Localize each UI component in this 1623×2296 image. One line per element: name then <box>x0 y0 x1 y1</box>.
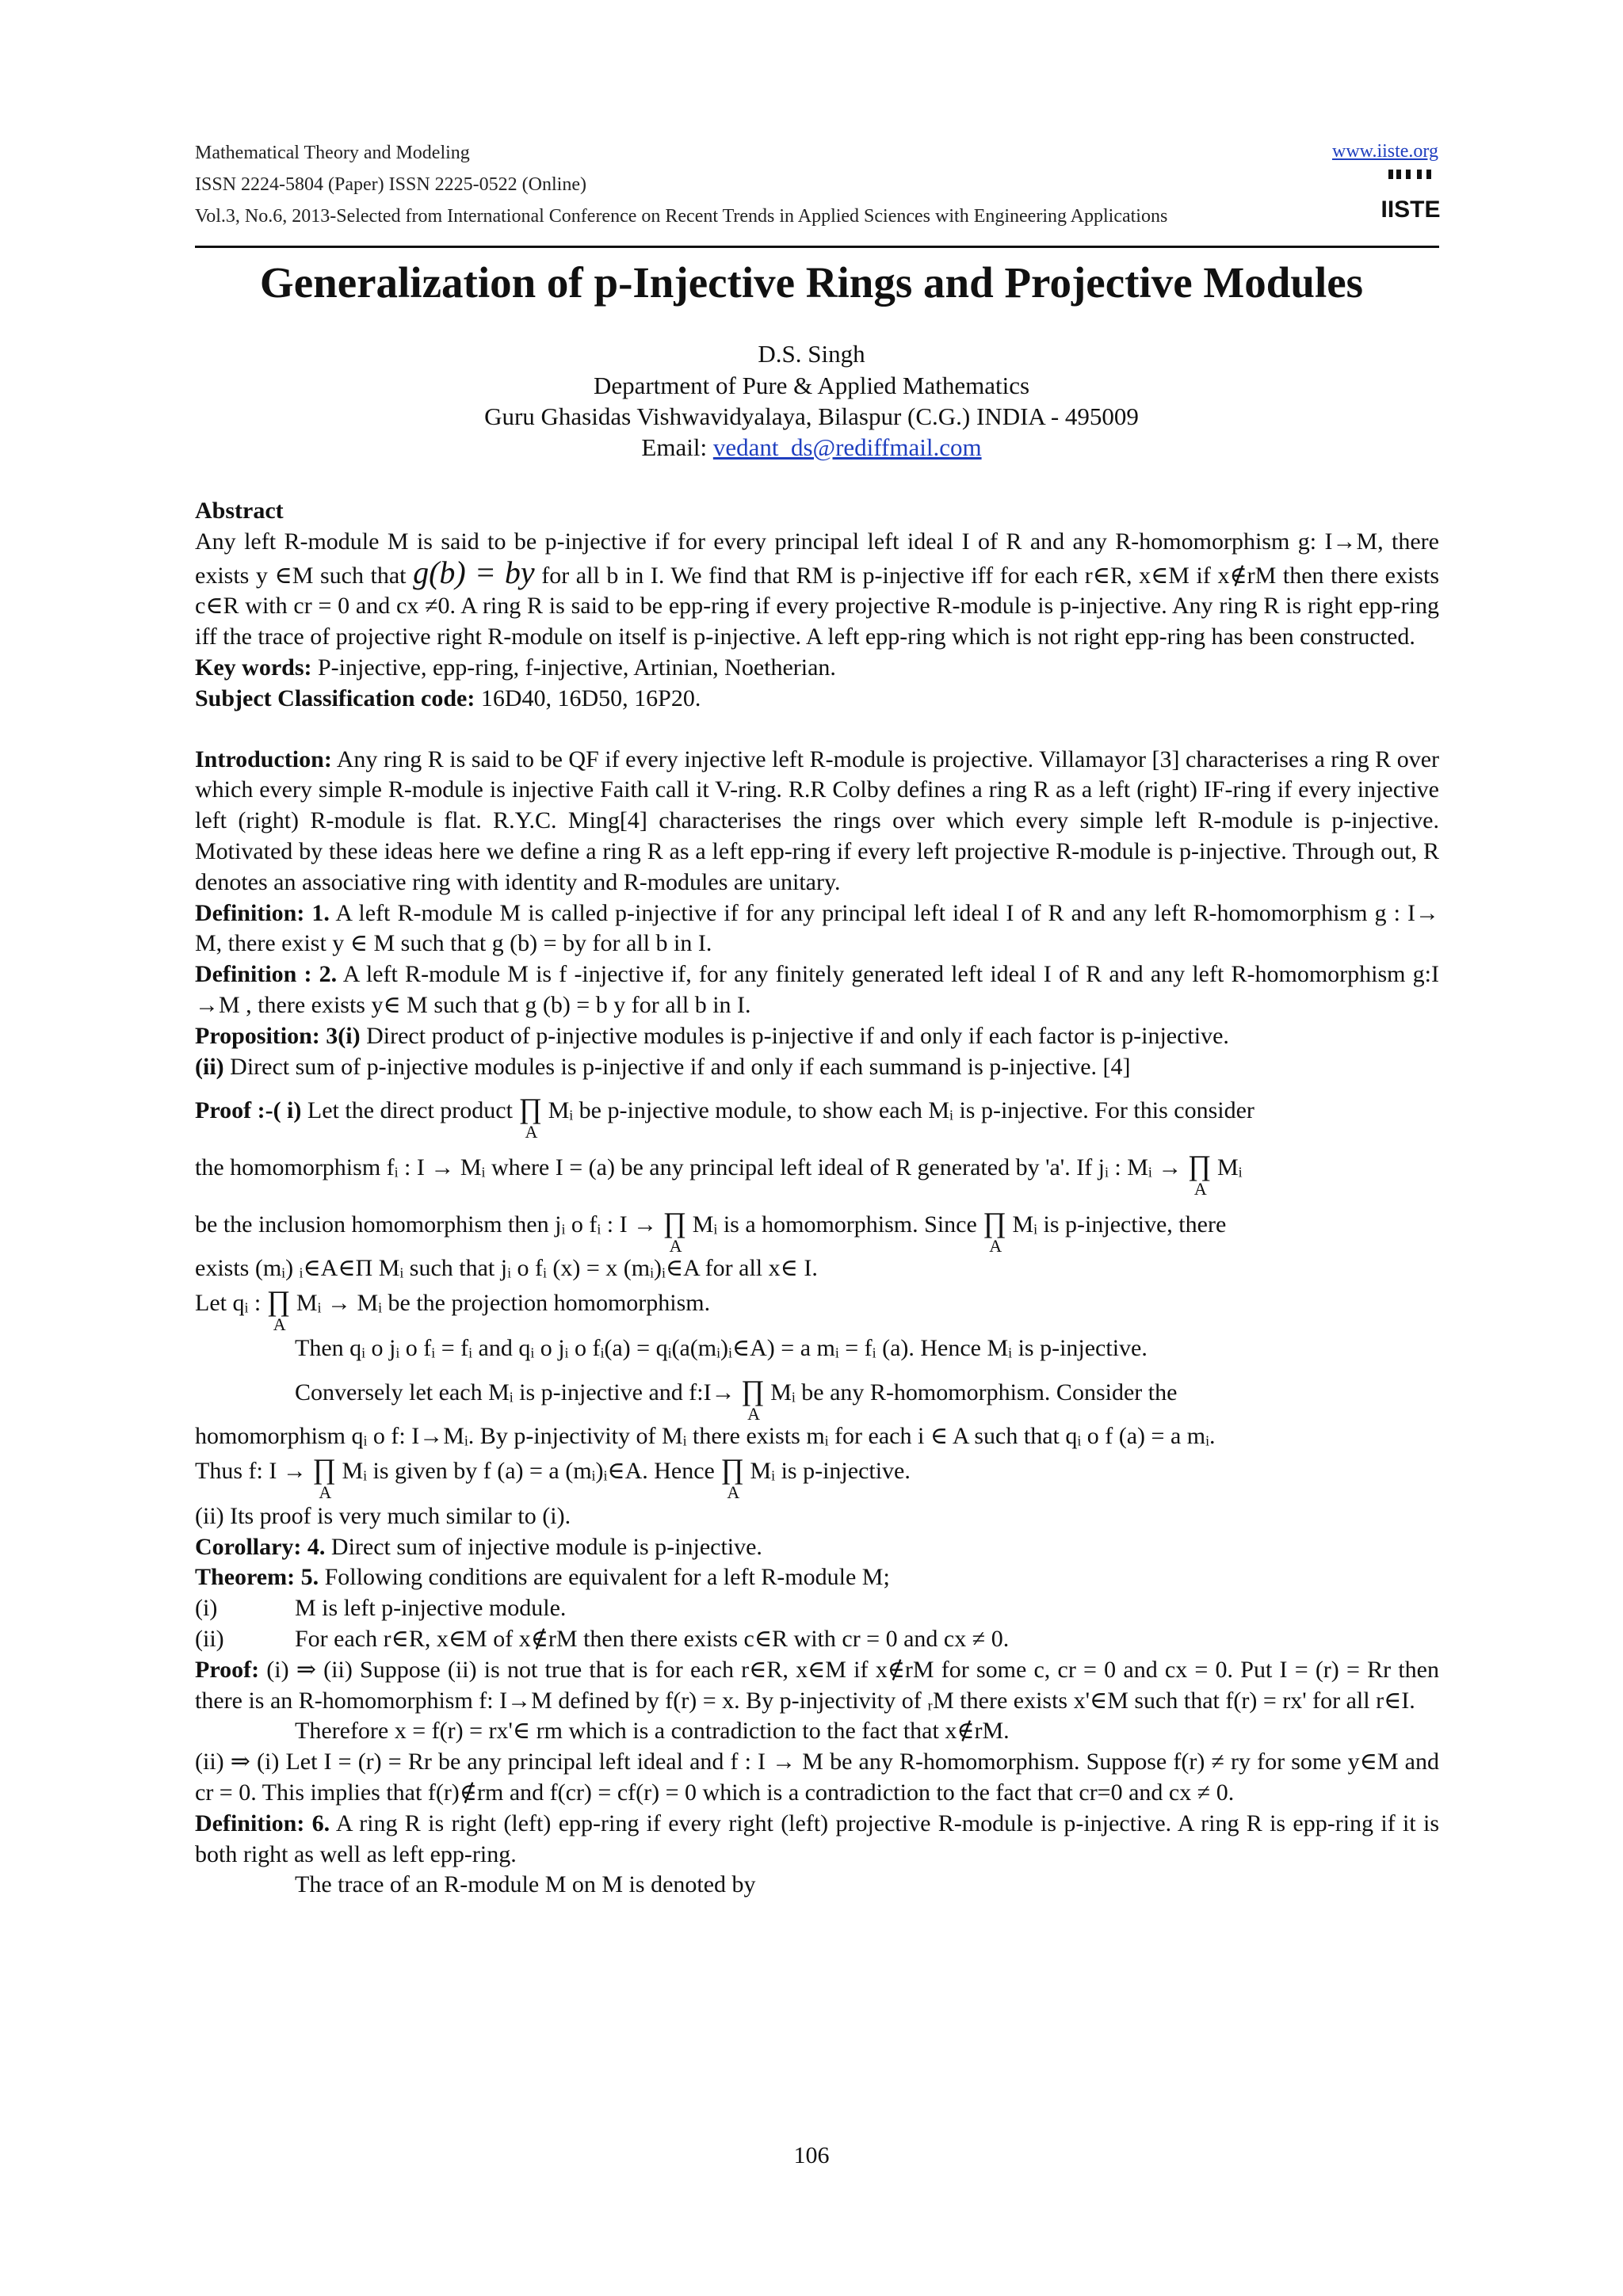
proposition-3: Proposition: 3(i) Direct product of p-injective modules is p-injective if and only if each factor is p-injective. <box>195 1022 1229 1049</box>
proposition-3-ii: (ii) Direct sum of p-injective modules is p-injective if and only if each summand is p-injective. [4] <box>195 1053 1131 1080</box>
proof-5-converse: (ii) ⇒ (i) Let I = (r) = Rr be any principal left ideal and f : I → M be any R-homomorphism. Suppose f(r) ≠ ry for some y∈M and cr = 0. This implies that f(r)∉rm and f(cr) = cf(r) = 0 which is a contradiction to the fact that cr=0 and cx ≠ 0. <box>195 1749 1439 1806</box>
volume-line: Vol.3, No.6, 2013-Selected from International Conference on Recent Trends in Applied Sciences with Engineering Applications <box>195 206 1168 227</box>
proof-3-line-4: exists (mᵢ) ᵢ∈A∈Π Mᵢ such that jᵢ o fᵢ (x) = x (mᵢ)ᵢ∈A for all x∈ I. <box>195 1255 818 1282</box>
abstract-text: Any left R-module M is said to be p-injective if for every principal left ideal I of R and any R-homomorphism g: I→M, there exists y ∈M such that g(b) = by for all b in I. We find that RM is p-injective iff for each r∈R, x∈M if x∉rM then there exists c∈R with cr = 0 and cx ≠0. A ring R is said to be epp-ring if every projective R-module is p-injective. Any ring R is right epp-ring iff the trace of projective right R-module on itself is p-injective. A left epp-ring which is not right epp-ring has been constructed. <box>195 528 1439 650</box>
proof-3-line-8: homomorphism qᵢ o f: I→Mᵢ. By p-injectivity of Mᵢ there exists mᵢ for each i ∈ A such that qᵢ o f (a) = a mᵢ. <box>195 1422 1216 1449</box>
product-symbol: ∏ A <box>1187 1150 1212 1199</box>
proof-3-line-1: Proof :-( i) Let the direct product ∏ A Mᵢ be p-injective module, to show each Mᵢ is p-injective. For this consider <box>195 1093 1254 1142</box>
definition-6: Definition: 6. A ring R is right (left) epp-ring if every right (left) projective R-module is p-injective. A ring R is epp-ring if it is both right as well as left epp-ring. <box>195 1810 1440 1867</box>
subject-classification: Subject Classification code: 16D40, 16D50, 16P20. <box>195 685 701 711</box>
proof-3-line-9: Thus f: I → ∏ A Mᵢ is given by f (a) = a (mᵢ)ᵢ∈A. Hence ∏ A Mᵢ is p-injective. <box>195 1452 911 1502</box>
trace-line: The trace of an R-module M on M is denoted by <box>295 1871 756 1898</box>
proof-5: Proof: (i) ⇒ (ii) Suppose (ii) is not true that is for each r∈R, x∈M if x∉rM for some c, cr = 0 and cx = 0. Put I = (r) = Rr then there is an R-homomorphism f: I→M defined by f(r) = x. By p-injectivity of ᵣM there exists x'∈M such that f(r) = rx' for all r∈I. <box>195 1656 1439 1714</box>
author-department: Department of Pure & Applied Mathematics <box>593 372 1030 399</box>
product-symbol: ∏ A <box>741 1374 765 1424</box>
article-body <box>195 496 1439 1901</box>
header-rule <box>195 246 1439 248</box>
proof-3-line-7: Conversely let each Mᵢ is p-injective and f:I→ ∏ A Mᵢ be any R-homomorphism. Consider the <box>295 1374 1178 1424</box>
keywords: Key words: P-injective, epp-ring, f-injective, Artinian, Noetherian. <box>195 654 836 681</box>
theorem-5-item-ii: (ii) For each r∈R, x∈M of x∉rM then there exists c∈R with cr = 0 and cx ≠ 0. <box>195 1625 1010 1652</box>
svg-text:IISTE: IISTE <box>1381 196 1441 223</box>
product-symbol: ∏ A <box>266 1285 291 1335</box>
proof-5-therefore: Therefore x = f(r) = rx'∈ rm which is a contradiction to the fact that x∉rM. <box>295 1718 1010 1745</box>
product-symbol: ∏ A <box>720 1452 744 1502</box>
proof-3-line-6: Then qᵢ o jᵢ o fᵢ = fᵢ and qᵢ o jᵢ o fᵢ(a) = qᵢ(a(mᵢ)ᵢ∈A) = a mᵢ = fᵢ (a). Hence Mᵢ is p-injective. <box>295 1335 1148 1362</box>
definition-2: Definition : 2. A left R-module M is f -injective if, for any finitely generated left ideal I of R and any left R-homomorphism g:I →M , there exists y∈ M such that g (b) = b y for all b in I. <box>195 961 1439 1018</box>
journal-name: Mathematical Theory and Modeling <box>195 143 470 163</box>
formula: g(b) = by <box>413 554 535 590</box>
abstract-heading: Abstract <box>195 498 284 524</box>
theorem-5: Theorem: 5. Following conditions are equivalent for a left R-module M; <box>195 1564 890 1591</box>
website-link[interactable]: www.iiste.org <box>1332 141 1438 162</box>
author-name: D.S. Singh <box>758 340 865 368</box>
product-symbol: ∏ A <box>983 1207 1006 1257</box>
corollary-4: Corollary: 4. Direct sum of injective module is p-injective. <box>195 1533 762 1560</box>
author-email: Email: vedant_ds@rediffmail.com <box>641 433 982 461</box>
proof-3-line-5: Let qᵢ : ∏ A Mᵢ → Mᵢ be the projection homomorphism. <box>195 1285 711 1335</box>
author-university: Guru Ghasidas Vishwavidyalaya, Bilaspur (C.G.) INDIA - 495009 <box>484 402 1139 430</box>
issn-line: ISSN 2224-5804 (Paper) ISSN 2225-0522 (Online) <box>195 174 586 195</box>
proof-3-line-3: be the inclusion homomorphism then jᵢ o fᵢ : I → ∏ A Mᵢ is a homomorphism. Since ∏ A Mᵢ is p-injective, there <box>195 1207 1227 1257</box>
introduction: Introduction: Any ring R is said to be QF if every injective left R-module is projective. Villamayor [3] characterises a ring R over which every simple R-module is injective Faith call it V-ring. R.R Colby defines a ring R as a left (right) IF-ring if every injective left (right) R-module is flat. R.Y.C. Ming[4] characterises the rings over which every simple left R-module is p-injective. Motivated by these ideas here we define a ring R as a left epp-ring if every left projective R-module is p-injective. Through out, R denotes an associative ring with identity and R-modules are unitary. <box>195 746 1439 895</box>
page-number: 106 <box>793 2142 830 2168</box>
product-symbol: ∏ A <box>518 1093 543 1142</box>
definition-1: Definition: 1. A left R-module M is called p-injective if for any principal left ideal I of R and any left R-homomorphism g : I→ M, there exist y ∈ M such that g (b) = by for all b in I. <box>195 899 1440 957</box>
product-symbol: ∏ A <box>663 1207 687 1257</box>
paper-title: Generalization of p-Injective Rings and Projective Modules <box>259 258 1364 307</box>
email-link[interactable]: vedant_ds@rediffmail.com <box>712 433 982 461</box>
product-symbol: ∏ A <box>312 1452 336 1502</box>
proof-3-line-10: (ii) Its proof is very much similar to (i). <box>195 1502 571 1529</box>
proof-3-line-2: the homomorphism fᵢ : I → Mᵢ where I = (a) be any principal left ideal of R generated by 'a'. If jᵢ : Mᵢ → ∏ A Mᵢ <box>195 1150 1243 1199</box>
theorem-5-item-i: (i) M is left p-injective module. <box>195 1595 567 1622</box>
iiste-logo <box>1381 168 1441 227</box>
